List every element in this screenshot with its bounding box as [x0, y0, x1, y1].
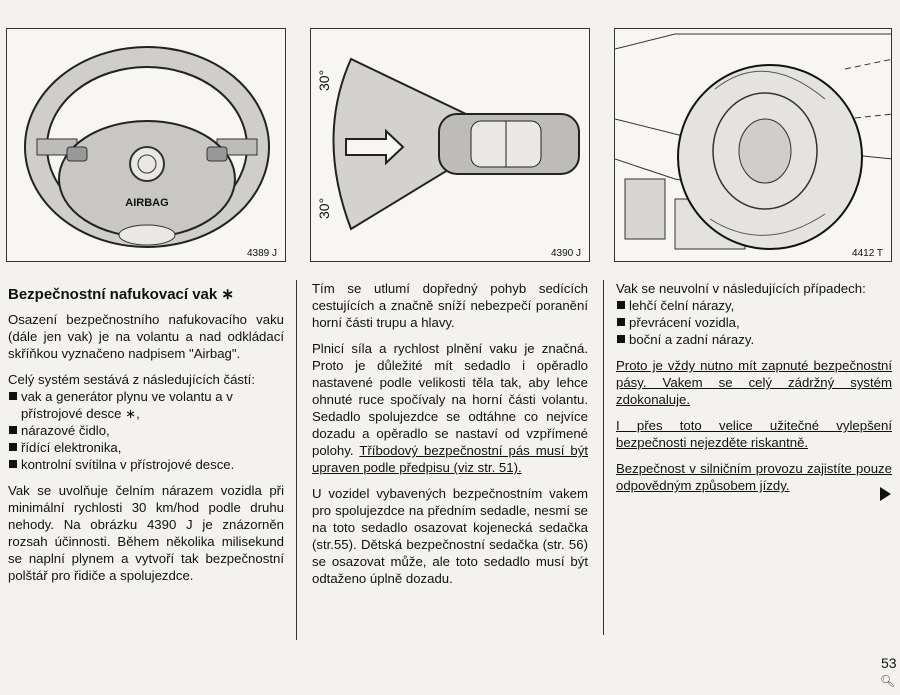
- risk-warning: I přes toto velice užitečné vylepšení bezpečnosti nejezděte riskantně.: [616, 418, 892, 450]
- page-number: 53: [881, 655, 897, 671]
- figure-inflated-airbag: [614, 28, 892, 262]
- list-item: nárazové čidlo,: [8, 422, 284, 439]
- paragraph: Tím se utlumí dopředný pohyb sedících cestujících a značně sníží nebezpečí poranění horní části trupu a hlavy.: [312, 281, 588, 330]
- paragraph: Vak se neuvolní v následujících případech:: [616, 281, 866, 296]
- figure-code: 4390 J: [550, 248, 581, 259]
- airbag-range-diagram-icon: [311, 29, 590, 262]
- figure-steering-wheel: [6, 28, 286, 262]
- system-parts-list: [8, 388, 284, 473]
- passenger-airbag-paragraph: U vozidel vybavených bezpečnostním vakem pro spolujezdce na předním sedadle, nesmí se na toto sedadlo osazovat kojenecká sedačka (str.55). Dětská bezpečnostní sedačka (str. 56) se osazovat může, ale toto sedadlo musí být odtaženo úplně dozadu.: [312, 486, 588, 586]
- list-item: vak a generátor plynu ve volantu a v přístrojové desce ∗,: [8, 388, 284, 422]
- safety-note: Bezpečnost v silničním provozu zajistíte pouze odpovědným způsobem jízdy.: [616, 461, 892, 493]
- figure-airbag-range: [310, 28, 590, 262]
- steering-wheel-icon: [7, 29, 286, 262]
- column-3: [616, 280, 892, 503]
- continue-arrow-icon: [880, 487, 891, 501]
- system-parts-intro: Celý systém sestává z následujících částí:: [8, 372, 255, 387]
- airbag-label: AIRBAG: [125, 197, 169, 209]
- column-rule: [296, 280, 297, 640]
- column-1: [8, 280, 284, 593]
- intro-paragraph: Osazení bezpečnostního nafukovacího vaku (dále jen vak) je na volantu a nad odkládací skříňkou vyznačeno nadpisem "Airbag".: [8, 312, 284, 361]
- figure-code: 4412 T: [852, 248, 883, 259]
- angle-bottom-label: 30°: [316, 197, 332, 219]
- column-rule: [603, 280, 604, 635]
- list-item: lehčí čelní nárazy,: [616, 297, 892, 314]
- figure-code: 4389 J: [246, 248, 277, 259]
- non-deployment-list: [616, 297, 892, 348]
- inflated-airbag-icon: [615, 29, 892, 262]
- list-item: kontrolní svítilna v přístrojové desce.: [8, 456, 284, 473]
- asterisk-mark: ∗: [221, 286, 234, 303]
- deployment-paragraph: Vak se uvolňuje čelním nárazem vozidla při minimální rychlosti 30 km/hod podle druhu nehody. Na obrázku 4390 J je znázorněn rozsah účinnosti. Během několika milisekund se naplní plynem a vytvoří tak bezpečnostní polštář pro řidiče a spolujezdce.: [8, 483, 284, 583]
- seat-adjustment-paragraph: Plnicí síla a rychlost plnění vaku je značná. Proto je důležité mít sedadlo i opěradlo nastavené podle velikosti těla tak, aby lehce ohnuté ruce spočívaly na horní části volantu. Sedadlo spolujezdce se odtáhne co nejvíce dozadu a opěradlo se nastaví od vzpřímené polohy. Tříbodový bezpečnostní pás musí být upraven podle předpisu (viz str. 51).: [312, 341, 588, 475]
- list-item: řídící elektronika,: [8, 439, 284, 456]
- list-item: boční a zadní nárazy.: [616, 331, 892, 348]
- angle-top-label: 30°: [316, 69, 332, 91]
- section-heading: Bezpečnostní nafukovací vak ∗: [8, 286, 234, 303]
- magnifier-icon: 🔍︎: [880, 674, 896, 688]
- list-item: převrácení vozidla,: [616, 314, 892, 331]
- seatbelt-note: Tříbodový bezpečnostní pás musí být upraven podle předpisu (viz str. 51).: [312, 443, 588, 475]
- column-2: [312, 280, 588, 596]
- seatbelt-warning: Proto je vždy nutno mít zapnuté bezpečnostní pásy. Vakem se celý zádržný systém zdokonaluje.: [616, 358, 892, 407]
